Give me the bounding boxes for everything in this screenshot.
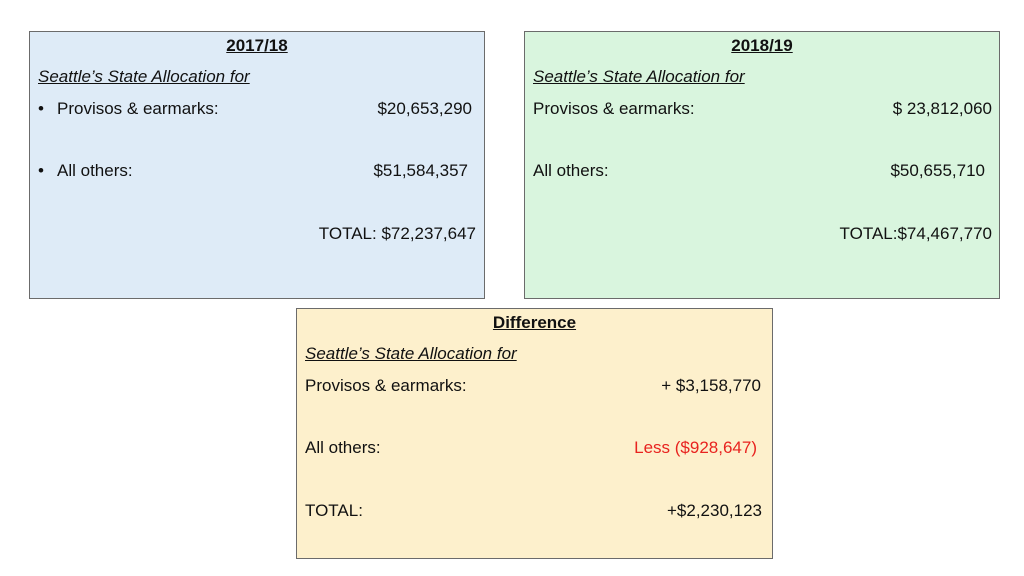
difference-provisos-row bbox=[297, 374, 772, 398]
difference-total-row bbox=[297, 499, 772, 523]
box-2018-provisos-value: $ 23,812,060 bbox=[892, 99, 992, 118]
box-2017-total-row bbox=[30, 222, 484, 246]
box-2018-others-value: $50,655,710 bbox=[890, 161, 985, 180]
box-2018-subtitle: Seattle’s State Allocation for bbox=[533, 67, 745, 86]
difference-subtitle: Seattle’s State Allocation for bbox=[305, 344, 517, 363]
box-2017-others-label: All others: bbox=[57, 161, 133, 180]
difference-provisos-label: Provisos & earmarks: bbox=[305, 376, 467, 395]
box-2018-others-row bbox=[525, 159, 999, 183]
difference-others-row bbox=[297, 436, 772, 460]
bullet-icon: • bbox=[38, 99, 44, 118]
difference-total-label: TOTAL: bbox=[305, 501, 363, 520]
box-2017-title: 2017/18 bbox=[226, 36, 288, 55]
box-2017-total: TOTAL: $72,237,647 bbox=[318, 224, 476, 243]
box-2017-provisos-row bbox=[30, 97, 484, 121]
box-2017-others-row bbox=[30, 159, 484, 183]
box-2018-19 bbox=[524, 31, 1000, 299]
box-2018-total: TOTAL:$74,467,770 bbox=[839, 224, 992, 243]
box-2017-18 bbox=[29, 31, 485, 299]
box-2017-subtitle: Seattle’s State Allocation for bbox=[38, 67, 250, 86]
difference-others-value: Less ($928,647) bbox=[634, 438, 757, 457]
box-2018-title: 2018/19 bbox=[731, 36, 793, 55]
box-2018-provisos-label: Provisos & earmarks: bbox=[533, 99, 695, 118]
difference-total-value: +$2,230,123 bbox=[666, 501, 762, 520]
box-2018-total-row bbox=[525, 222, 999, 246]
box-difference bbox=[296, 308, 773, 559]
box-2017-provisos-value: $20,653,290 bbox=[377, 99, 472, 118]
box-2017-others-value: $51,584,357 bbox=[373, 161, 468, 180]
bullet-icon: • bbox=[38, 161, 44, 180]
box-2017-provisos-label: Provisos & earmarks: bbox=[57, 99, 219, 118]
difference-others-label: All others: bbox=[305, 438, 381, 457]
box-2018-provisos-row bbox=[525, 97, 999, 121]
box-2018-others-label: All others: bbox=[533, 161, 609, 180]
difference-provisos-value: + $3,158,770 bbox=[661, 376, 761, 395]
difference-title: Difference bbox=[492, 313, 577, 332]
